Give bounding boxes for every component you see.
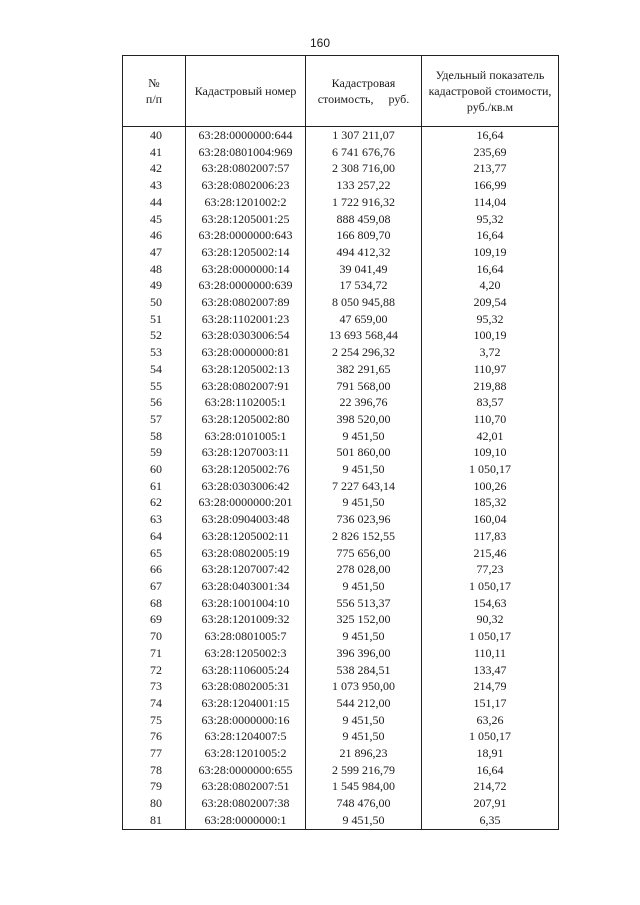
specific-indicator-cell: 90,32 [422,611,559,628]
cadastral-number-cell: 63:28:1205002:14 [186,244,306,261]
cadastral-number-cell: 63:28:1205002:13 [186,361,306,378]
table-row [123,127,559,144]
table-row [123,478,559,495]
table-row [123,645,559,662]
cadastral-cost-cell: 278 028,00 [306,561,422,578]
cadastral-number-cell: 63:28:0000000:644 [186,127,306,144]
row-number-cell: 67 [123,578,186,595]
cadastral-cost-cell: 6 741 676,76 [306,144,422,161]
table-row [123,261,559,278]
cadastral-cost-cell: 9 451,50 [306,628,422,645]
header-num-abbrev: п/п [145,92,163,106]
specific-indicator-cell: 77,23 [422,561,559,578]
specific-indicator-cell: 235,69 [422,144,559,161]
row-number-cell: 51 [123,311,186,328]
cadastral-number-cell: 63:28:1001004:10 [186,595,306,612]
table-row [123,211,559,228]
row-number-cell: 49 [123,277,186,294]
row-number-cell: 40 [123,127,186,144]
cadastral-number-cell: 63:28:1205002:80 [186,411,306,428]
cadastral-cost-cell: 47 659,00 [306,311,422,328]
cadastral-number-cell: 63:28:1207007:42 [186,561,306,578]
cadastral-cost-cell: 494 412,32 [306,244,422,261]
cadastral-number-cell: 63:28:0403001:34 [186,578,306,595]
table-row [123,728,559,745]
row-number-cell: 58 [123,428,186,445]
row-number-cell: 62 [123,494,186,511]
table-row [123,311,559,328]
cadastral-number-cell: 63:28:0801004:969 [186,144,306,161]
specific-indicator-cell: 160,04 [422,511,559,528]
specific-indicator-cell: 4,20 [422,277,559,294]
row-number-cell: 41 [123,144,186,161]
header-cadastral-number: Кадастровый номер [186,56,306,127]
cadastral-cost-cell: 1 722 916,32 [306,194,422,211]
header-row-number [123,56,186,127]
cadastral-number-cell: 63:28:0303006:42 [186,478,306,495]
row-number-cell: 57 [123,411,186,428]
specific-indicator-cell: 83,57 [422,394,559,411]
cadastral-cost-cell: 8 050 945,88 [306,294,422,311]
row-number-cell: 46 [123,227,186,244]
table-header [123,56,559,127]
specific-indicator-cell: 214,79 [422,678,559,695]
cadastral-number-cell: 63:28:1207003:11 [186,444,306,461]
cadastral-cost-cell: 21 896,23 [306,745,422,762]
table-row [123,444,559,461]
cadastral-cost-cell: 22 396,76 [306,394,422,411]
header-cost-line1: Кадастровая [331,76,396,90]
header-num-symbol: № [148,76,160,90]
cadastral-cost-cell: 501 860,00 [306,444,422,461]
cadastral-number-cell: 63:28:0802007:57 [186,160,306,177]
row-number-cell: 63 [123,511,186,528]
specific-indicator-cell: 151,17 [422,695,559,712]
cadastral-value-table [122,55,559,830]
row-number-cell: 59 [123,444,186,461]
cadastral-cost-cell: 166 809,70 [306,227,422,244]
table-row [123,595,559,612]
table-row [123,578,559,595]
cadastral-cost-cell: 9 451,50 [306,712,422,729]
cadastral-number-cell: 63:28:1205001:25 [186,211,306,228]
cadastral-cost-cell: 888 459,08 [306,211,422,228]
cadastral-cost-cell: 775 656,00 [306,545,422,562]
cadastral-cost-cell: 2 826 152,55 [306,528,422,545]
specific-indicator-cell: 114,04 [422,194,559,211]
row-number-cell: 56 [123,394,186,411]
row-number-cell: 80 [123,795,186,812]
table-row [123,511,559,528]
cadastral-number-cell: 63:28:0802007:38 [186,795,306,812]
table-row [123,762,559,779]
table-row [123,662,559,679]
cadastral-cost-cell: 2 254 296,32 [306,344,422,361]
specific-indicator-cell: 110,97 [422,361,559,378]
specific-indicator-cell: 185,32 [422,494,559,511]
row-number-cell: 53 [123,344,186,361]
cadastral-number-cell: 63:28:1102001:23 [186,311,306,328]
row-number-cell: 44 [123,194,186,211]
cadastral-number-cell: 63:28:1201005:2 [186,745,306,762]
cadastral-cost-cell: 17 534,72 [306,277,422,294]
specific-indicator-cell: 63,26 [422,712,559,729]
cadastral-cost-cell: 9 451,50 [306,728,422,745]
specific-indicator-cell: 209,54 [422,294,559,311]
table-row [123,294,559,311]
cadastral-cost-cell: 1 073 950,00 [306,678,422,695]
row-number-cell: 76 [123,728,186,745]
row-number-cell: 43 [123,177,186,194]
specific-indicator-cell: 100,26 [422,478,559,495]
row-number-cell: 75 [123,712,186,729]
cadastral-number-cell: 63:28:1204007:5 [186,728,306,745]
cadastral-number-cell: 63:28:1205002:3 [186,645,306,662]
cadastral-number-cell: 63:28:0000000:1 [186,812,306,829]
table-row [123,378,559,395]
table-row [123,411,559,428]
row-number-cell: 45 [123,211,186,228]
table-row [123,227,559,244]
cadastral-number-cell: 63:28:0000000:81 [186,344,306,361]
row-number-cell: 72 [123,662,186,679]
cadastral-cost-cell: 133 257,22 [306,177,422,194]
cadastral-number-cell: 63:28:0101005:1 [186,428,306,445]
row-number-cell: 42 [123,160,186,177]
cadastral-cost-cell: 748 476,00 [306,795,422,812]
cadastral-number-cell: 63:28:0802005:31 [186,678,306,695]
row-number-cell: 52 [123,327,186,344]
row-number-cell: 68 [123,595,186,612]
header-cost-line2: стоимость, руб. [317,92,410,106]
row-number-cell: 60 [123,461,186,478]
cadastral-number-cell: 63:28:0801005:7 [186,628,306,645]
cadastral-cost-cell: 382 291,65 [306,361,422,378]
row-number-cell: 71 [123,645,186,662]
cadastral-cost-cell: 1 545 984,00 [306,778,422,795]
cadastral-number-cell: 63:28:0000000:16 [186,712,306,729]
cadastral-cost-cell: 538 284,51 [306,662,422,679]
specific-indicator-cell: 166,99 [422,177,559,194]
specific-indicator-cell: 207,91 [422,795,559,812]
specific-indicator-cell: 154,63 [422,595,559,612]
specific-indicator-cell: 110,70 [422,411,559,428]
table-row [123,461,559,478]
cadastral-number-cell: 63:28:0904003:48 [186,511,306,528]
cadastral-number-cell: 63:28:1205002:76 [186,461,306,478]
specific-indicator-cell: 214,72 [422,778,559,795]
specific-indicator-cell: 133,47 [422,662,559,679]
table-row [123,160,559,177]
table-row [123,194,559,211]
cadastral-cost-cell: 9 451,50 [306,812,422,829]
specific-indicator-cell: 213,77 [422,160,559,177]
specific-indicator-cell: 16,64 [422,227,559,244]
row-number-cell: 78 [123,762,186,779]
specific-indicator-cell: 1 050,17 [422,628,559,645]
table-row [123,545,559,562]
row-number-cell: 50 [123,294,186,311]
cadastral-cost-cell: 1 307 211,07 [306,127,422,144]
page-number: 160 [309,36,331,50]
table-row [123,712,559,729]
specific-indicator-cell: 117,83 [422,528,559,545]
table-row [123,611,559,628]
cadastral-number-cell: 63:28:1204001:15 [186,695,306,712]
table-row [123,177,559,194]
cadastral-cost-cell: 7 227 643,14 [306,478,422,495]
cadastral-cost-cell: 325 152,00 [306,611,422,628]
table-row [123,394,559,411]
table-body [123,127,559,830]
specific-indicator-cell: 109,10 [422,444,559,461]
row-number-cell: 81 [123,812,186,829]
header-specific-indicator: Удельный показатель кадастровой стоимости, руб./кв.м [422,56,559,127]
row-number-cell: 65 [123,545,186,562]
row-number-cell: 66 [123,561,186,578]
specific-indicator-cell: 1 050,17 [422,461,559,478]
table-row [123,795,559,812]
cadastral-number-cell: 63:28:0000000:639 [186,277,306,294]
cadastral-cost-cell: 13 693 568,44 [306,327,422,344]
specific-indicator-cell: 219,88 [422,378,559,395]
table-row [123,812,559,829]
cadastral-cost-cell: 556 513,37 [306,595,422,612]
cadastral-number-cell: 63:28:0802007:91 [186,378,306,395]
table-row [123,327,559,344]
cadastral-number-cell: 63:28:1106005:24 [186,662,306,679]
specific-indicator-cell: 1 050,17 [422,578,559,595]
cadastral-cost-cell: 736 023,96 [306,511,422,528]
row-number-cell: 69 [123,611,186,628]
specific-indicator-cell: 3,72 [422,344,559,361]
cadastral-number-cell: 63:28:1201009:32 [186,611,306,628]
specific-indicator-cell: 16,64 [422,261,559,278]
specific-indicator-cell: 95,32 [422,311,559,328]
table-row [123,428,559,445]
specific-indicator-cell: 16,64 [422,127,559,144]
row-number-cell: 73 [123,678,186,695]
cadastral-cost-cell: 9 451,50 [306,494,422,511]
specific-indicator-cell: 95,32 [422,211,559,228]
cadastral-cost-cell: 791 568,00 [306,378,422,395]
table-row [123,778,559,795]
row-number-cell: 64 [123,528,186,545]
specific-indicator-cell: 6,35 [422,812,559,829]
row-number-cell: 47 [123,244,186,261]
table-row [123,695,559,712]
cadastral-number-cell: 63:28:1205002:11 [186,528,306,545]
table-row [123,528,559,545]
specific-indicator-cell: 1 050,17 [422,728,559,745]
cadastral-number-cell: 63:28:0802006:23 [186,177,306,194]
row-number-cell: 74 [123,695,186,712]
cadastral-number-cell: 63:28:0000000:14 [186,261,306,278]
cadastral-cost-cell: 398 520,00 [306,411,422,428]
cadastral-cost-cell: 9 451,50 [306,428,422,445]
specific-indicator-cell: 16,64 [422,762,559,779]
cadastral-cost-cell: 9 451,50 [306,461,422,478]
specific-indicator-cell: 109,19 [422,244,559,261]
cadastral-cost-cell: 9 451,50 [306,578,422,595]
row-number-cell: 61 [123,478,186,495]
cadastral-number-cell: 63:28:0000000:201 [186,494,306,511]
cadastral-number-cell: 63:28:0000000:643 [186,227,306,244]
table-row [123,144,559,161]
specific-indicator-cell: 110,11 [422,645,559,662]
table-row [123,678,559,695]
table-row [123,494,559,511]
specific-indicator-cell: 100,19 [422,327,559,344]
table-row [123,628,559,645]
cadastral-number-cell: 63:28:1102005:1 [186,394,306,411]
table-row [123,561,559,578]
row-number-cell: 70 [123,628,186,645]
cadastral-number-cell: 63:28:0000000:655 [186,762,306,779]
table-row [123,344,559,361]
header-cadastral-cost [306,56,422,127]
cadastral-cost-cell: 2 599 216,79 [306,762,422,779]
table-row [123,361,559,378]
cadastral-cost-cell: 544 212,00 [306,695,422,712]
row-number-cell: 79 [123,778,186,795]
cadastral-number-cell: 63:28:0303006:54 [186,327,306,344]
cadastral-cost-cell: 2 308 716,00 [306,160,422,177]
specific-indicator-cell: 18,91 [422,745,559,762]
cadastral-number-cell: 63:28:0802005:19 [186,545,306,562]
cadastral-cost-cell: 39 041,49 [306,261,422,278]
specific-indicator-cell: 215,46 [422,545,559,562]
table-row [123,277,559,294]
cadastral-number-cell: 63:28:0802007:51 [186,778,306,795]
cadastral-number-cell: 63:28:1201002:2 [186,194,306,211]
row-number-cell: 54 [123,361,186,378]
row-number-cell: 55 [123,378,186,395]
cadastral-number-cell: 63:28:0802007:89 [186,294,306,311]
specific-indicator-cell: 42,01 [422,428,559,445]
row-number-cell: 48 [123,261,186,278]
row-number-cell: 77 [123,745,186,762]
cadastral-cost-cell: 396 396,00 [306,645,422,662]
table-row [123,244,559,261]
table-row [123,745,559,762]
